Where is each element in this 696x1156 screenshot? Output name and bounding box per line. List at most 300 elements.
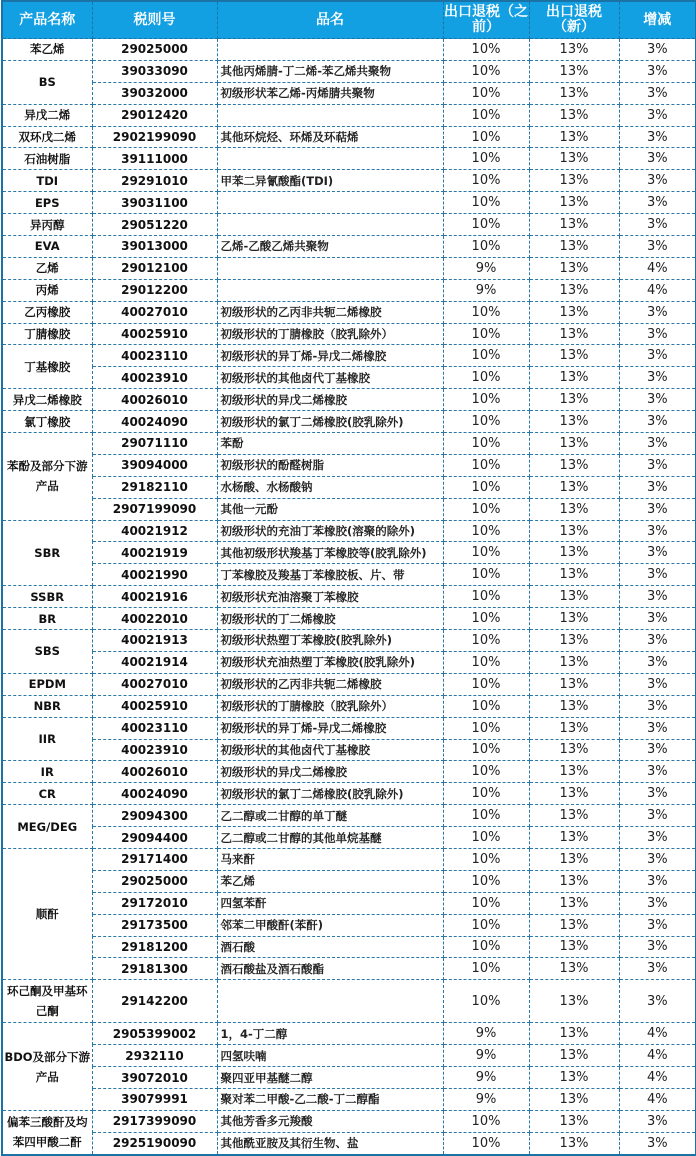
tariff-code-cell: 2902199090	[92, 126, 217, 148]
rebate-change-cell: 3%	[619, 651, 696, 673]
tariff-code-cell: 39094000	[92, 454, 217, 476]
rebate-change-cell: 3%	[619, 411, 696, 433]
tariff-code-cell: 29142200	[92, 980, 217, 1023]
rebate-before-cell: 10%	[443, 914, 529, 936]
product-name-cell: 乙烯	[2, 257, 92, 279]
tariff-code-cell: 40022010	[92, 608, 217, 630]
product-name-cell: SSBR	[2, 586, 92, 608]
item-name-cell	[217, 104, 443, 126]
product-name-cell: NBR	[2, 695, 92, 717]
table-row	[2, 542, 696, 564]
rebate-before-cell: 10%	[443, 827, 529, 849]
product-name-cell: EPS	[2, 192, 92, 214]
header-before: 出口退税（之前）	[443, 1, 529, 39]
rebate-before-cell: 10%	[443, 739, 529, 761]
rebate-before-cell: 10%	[443, 126, 529, 148]
rebate-before-cell: 10%	[443, 323, 529, 345]
rebate-before-cell: 10%	[443, 1110, 529, 1132]
rebate-after-cell: 13%	[529, 1023, 619, 1045]
tariff-code-cell: 40023910	[92, 367, 217, 389]
rebate-after-cell: 13%	[529, 389, 619, 411]
header-change: 增减	[619, 1, 696, 39]
item-name-cell: 初级形状的异戊二烯橡胶	[217, 389, 443, 411]
item-name-cell: 马来酐	[217, 848, 443, 870]
rebate-after-cell: 13%	[529, 695, 619, 717]
tariff-code-cell: 40023910	[92, 739, 217, 761]
item-name-cell: 初级形状的充油丁苯橡胶(溶聚的除外)	[217, 520, 443, 542]
rebate-change-cell: 3%	[619, 1110, 696, 1132]
rebate-before-cell: 10%	[443, 39, 529, 61]
item-name-cell	[217, 980, 443, 1023]
rebate-after-cell: 13%	[529, 783, 619, 805]
rebate-change-cell: 3%	[619, 958, 696, 980]
product-name-cell: 石油树脂	[2, 148, 92, 170]
rebate-after-cell: 13%	[529, 608, 619, 630]
tariff-code-cell: 40021916	[92, 586, 217, 608]
table-row	[2, 761, 696, 783]
tariff-code-cell: 39072010	[92, 1067, 217, 1089]
rebate-before-cell: 10%	[443, 104, 529, 126]
table-row	[2, 367, 696, 389]
tariff-code-cell: 40021990	[92, 564, 217, 586]
item-name-cell: 初级形状的异戊二烯橡胶	[217, 761, 443, 783]
rebate-change-cell: 3%	[619, 323, 696, 345]
rebate-change-cell: 4%	[619, 279, 696, 301]
item-name-cell: 苯乙烯	[217, 870, 443, 892]
tariff-code-cell: 2917399090	[92, 1110, 217, 1132]
tariff-code-cell: 40026010	[92, 761, 217, 783]
table-row	[2, 848, 696, 870]
rebate-change-cell: 3%	[619, 892, 696, 914]
tax-rebate-table	[1, 0, 696, 1156]
rebate-after-cell: 13%	[529, 520, 619, 542]
table-row	[2, 1067, 696, 1089]
rebate-after-cell: 13%	[529, 236, 619, 258]
rebate-after-cell: 13%	[529, 717, 619, 739]
rebate-after-cell: 13%	[529, 323, 619, 345]
item-name-cell: 其他芳香多元羧酸	[217, 1110, 443, 1132]
item-name-cell: 初级形状的酚醛树脂	[217, 454, 443, 476]
rebate-after-cell: 13%	[529, 630, 619, 652]
table-row	[2, 980, 696, 1023]
product-name-cell: EVA	[2, 236, 92, 258]
rebate-after-cell: 13%	[529, 739, 619, 761]
rebate-before-cell: 10%	[443, 454, 529, 476]
product-name-cell: 异丙醇	[2, 214, 92, 236]
rebate-change-cell: 3%	[619, 673, 696, 695]
product-name-cell: BS	[2, 60, 92, 104]
table-row	[2, 39, 696, 61]
item-name-cell: 初级形状的异丁烯-异戊二烯橡胶	[217, 717, 443, 739]
product-name-cell: 丁腈橡胶	[2, 323, 92, 345]
item-name-cell: 1，4-丁二醇	[217, 1023, 443, 1045]
rebate-change-cell: 3%	[619, 739, 696, 761]
item-name-cell: 其他环烷烃、环烯及环萜烯	[217, 126, 443, 148]
item-name-cell: 初级形状的其他卤代丁基橡胶	[217, 367, 443, 389]
rebate-before-cell: 10%	[443, 389, 529, 411]
rebate-after-cell: 13%	[529, 104, 619, 126]
rebate-after-cell: 13%	[529, 279, 619, 301]
table-row	[2, 301, 696, 323]
tariff-code-cell: 40027010	[92, 673, 217, 695]
product-name-cell: 乙丙橡胶	[2, 301, 92, 323]
rebate-change-cell: 3%	[619, 60, 696, 82]
tariff-code-cell: 40021913	[92, 630, 217, 652]
tariff-code-cell: 29094400	[92, 827, 217, 849]
rebate-before-cell: 10%	[443, 170, 529, 192]
rebate-change-cell: 3%	[619, 104, 696, 126]
product-name-cell: 苯酚及部分下游产品	[2, 433, 92, 521]
tariff-code-cell: 39031100	[92, 192, 217, 214]
rebate-before-cell: 9%	[443, 1045, 529, 1067]
tariff-code-cell: 29051220	[92, 214, 217, 236]
rebate-change-cell: 3%	[619, 82, 696, 104]
table-row	[2, 1088, 696, 1110]
rebate-after-cell: 13%	[529, 761, 619, 783]
table-row	[2, 1132, 696, 1154]
rebate-after-cell: 13%	[529, 848, 619, 870]
rebate-after-cell: 13%	[529, 958, 619, 980]
rebate-before-cell: 10%	[443, 564, 529, 586]
rebate-change-cell: 3%	[619, 192, 696, 214]
table-row	[2, 192, 696, 214]
table-row	[2, 279, 696, 301]
tariff-code-cell: 29025000	[92, 39, 217, 61]
item-name-cell: 初级形状的乙丙非共轭二烯橡胶	[217, 301, 443, 323]
rebate-before-cell: 10%	[443, 236, 529, 258]
rebate-change-cell: 3%	[619, 498, 696, 520]
rebate-before-cell: 10%	[443, 542, 529, 564]
rebate-after-cell: 13%	[529, 170, 619, 192]
rebate-after-cell: 13%	[529, 454, 619, 476]
rebate-change-cell: 4%	[619, 1088, 696, 1110]
rebate-before-cell: 10%	[443, 498, 529, 520]
rebate-before-cell: 10%	[443, 345, 529, 367]
item-name-cell: 丁苯橡胶及羧基丁苯橡胶板、片、带	[217, 564, 443, 586]
item-name-cell: 初级形状的异丁烯-异戊二烯橡胶	[217, 345, 443, 367]
tariff-code-cell: 40021912	[92, 520, 217, 542]
item-name-cell: 酒石酸	[217, 936, 443, 958]
item-name-cell	[217, 192, 443, 214]
tariff-code-cell: 29171400	[92, 848, 217, 870]
rebate-before-cell: 10%	[443, 673, 529, 695]
rebate-after-cell: 13%	[529, 257, 619, 279]
tariff-code-cell: 40023110	[92, 345, 217, 367]
rebate-change-cell: 3%	[619, 389, 696, 411]
rebate-before-cell: 10%	[443, 411, 529, 433]
rebate-before-cell: 10%	[443, 870, 529, 892]
item-name-cell: 初级形状热塑丁苯橡胶(胶乳除外)	[217, 630, 443, 652]
tariff-code-cell: 40027010	[92, 301, 217, 323]
rebate-change-cell: 3%	[619, 542, 696, 564]
rebate-after-cell: 13%	[529, 1132, 619, 1154]
item-name-cell: 初级形状充油热塑丁苯橡胶(胶乳除外)	[217, 651, 443, 673]
product-name-cell: 双环戊二烯	[2, 126, 92, 148]
rebate-before-cell: 9%	[443, 1023, 529, 1045]
rebate-change-cell: 3%	[619, 170, 696, 192]
table-row	[2, 1045, 696, 1067]
product-name-cell: BR	[2, 608, 92, 630]
rebate-change-cell: 4%	[619, 1023, 696, 1045]
rebate-change-cell: 3%	[619, 345, 696, 367]
item-name-cell: 其他初级形状羧基丁苯橡胶等(胶乳除外)	[217, 542, 443, 564]
item-name-cell: 初级形状的丁二烯橡胶	[217, 608, 443, 630]
item-name-cell: 乙二醇或二甘醇的单丁醚	[217, 805, 443, 827]
rebate-change-cell: 3%	[619, 980, 696, 1023]
rebate-change-cell: 3%	[619, 936, 696, 958]
rebate-change-cell: 3%	[619, 39, 696, 61]
rebate-change-cell: 4%	[619, 1067, 696, 1089]
table-row	[2, 257, 696, 279]
rebate-change-cell: 3%	[619, 608, 696, 630]
item-name-cell: 初级形状的乙丙非共轭二烯橡胶	[217, 673, 443, 695]
item-name-cell	[217, 214, 443, 236]
table-row	[2, 104, 696, 126]
rebate-before-cell: 10%	[443, 717, 529, 739]
table-row	[2, 1023, 696, 1045]
table-row	[2, 126, 696, 148]
tariff-code-cell: 29012420	[92, 104, 217, 126]
rebate-before-cell: 10%	[443, 214, 529, 236]
item-name-cell: 初级形状的丁腈橡胶（胶乳除外）	[217, 323, 443, 345]
table-row	[2, 608, 696, 630]
table-row	[2, 630, 696, 652]
tariff-code-cell: 29291010	[92, 170, 217, 192]
rebate-after-cell: 13%	[529, 892, 619, 914]
item-name-cell: 初级形状苯乙烯-丙烯腈共聚物	[217, 82, 443, 104]
table-row	[2, 148, 696, 170]
table-row	[2, 783, 696, 805]
tariff-code-cell: 2925190090	[92, 1132, 217, 1154]
rebate-before-cell: 10%	[443, 936, 529, 958]
rebate-before-cell: 10%	[443, 980, 529, 1023]
product-name-cell: SBR	[2, 520, 92, 586]
table-row	[2, 936, 696, 958]
product-name-cell: 异戊二烯	[2, 104, 92, 126]
rebate-change-cell: 3%	[619, 520, 696, 542]
rebate-after-cell: 13%	[529, 914, 619, 936]
header-product: 产品名称	[2, 1, 92, 39]
rebate-before-cell: 10%	[443, 301, 529, 323]
item-name-cell: 聚对苯二甲酸-乙二酸-丁二醇酯	[217, 1088, 443, 1110]
rebate-change-cell: 3%	[619, 783, 696, 805]
rebate-change-cell: 3%	[619, 805, 696, 827]
rebate-after-cell: 13%	[529, 1067, 619, 1089]
rebate-before-cell: 9%	[443, 1067, 529, 1089]
table-row	[2, 498, 696, 520]
table-row	[2, 827, 696, 849]
table-row	[2, 564, 696, 586]
table-row	[2, 870, 696, 892]
rebate-before-cell: 10%	[443, 608, 529, 630]
rebate-after-cell: 13%	[529, 498, 619, 520]
rebate-change-cell: 4%	[619, 1045, 696, 1067]
rebate-after-cell: 13%	[529, 476, 619, 498]
header-code: 税则号	[92, 1, 217, 39]
rebate-change-cell: 3%	[619, 848, 696, 870]
table-row	[2, 958, 696, 980]
item-name-cell: 甲苯二异氰酸酯(TDI)	[217, 170, 443, 192]
rebate-change-cell: 3%	[619, 717, 696, 739]
rebate-change-cell: 3%	[619, 236, 696, 258]
item-name-cell: 初级形状充油溶聚丁苯橡胶	[217, 586, 443, 608]
rebate-before-cell: 10%	[443, 586, 529, 608]
rebate-after-cell: 13%	[529, 870, 619, 892]
table-row	[2, 214, 696, 236]
rebate-after-cell: 13%	[529, 301, 619, 323]
item-name-cell: 四氢苯酐	[217, 892, 443, 914]
tariff-code-cell: 29012200	[92, 279, 217, 301]
table-row	[2, 892, 696, 914]
rebate-change-cell: 3%	[619, 827, 696, 849]
rebate-before-cell: 10%	[443, 433, 529, 455]
rebate-before-cell: 10%	[443, 761, 529, 783]
rebate-after-cell: 13%	[529, 39, 619, 61]
tariff-code-cell: 39111000	[92, 148, 217, 170]
item-name-cell: 初级形状的氯丁二烯橡胶(胶乳除外)	[217, 411, 443, 433]
tariff-code-cell: 29173500	[92, 914, 217, 936]
product-name-cell: CR	[2, 783, 92, 805]
table-row	[2, 695, 696, 717]
item-name-cell	[217, 39, 443, 61]
rebate-before-cell: 10%	[443, 892, 529, 914]
rebate-before-cell: 10%	[443, 651, 529, 673]
table-row	[2, 520, 696, 542]
rebate-after-cell: 13%	[529, 564, 619, 586]
tariff-code-cell: 2932110	[92, 1045, 217, 1067]
product-name-cell: IR	[2, 761, 92, 783]
item-name-cell: 初级形状的氯丁二烯橡胶(胶乳除外)	[217, 783, 443, 805]
table-row	[2, 389, 696, 411]
tariff-code-cell: 29182110	[92, 476, 217, 498]
tariff-code-cell: 39079991	[92, 1088, 217, 1110]
product-name-cell: 丁基橡胶	[2, 345, 92, 389]
item-name-cell: 酒石酸盐及酒石酸酯	[217, 958, 443, 980]
tariff-code-cell: 2905399002	[92, 1023, 217, 1045]
product-name-cell: 偏苯三酸酐及均苯四甲酸二酐	[2, 1110, 92, 1154]
rebate-change-cell: 3%	[619, 564, 696, 586]
rebate-before-cell: 9%	[443, 257, 529, 279]
tariff-code-cell: 29181300	[92, 958, 217, 980]
table-row	[2, 805, 696, 827]
product-name-cell: SBS	[2, 630, 92, 674]
rebate-after-cell: 13%	[529, 936, 619, 958]
product-name-cell: EPDM	[2, 673, 92, 695]
rebate-after-cell: 13%	[529, 192, 619, 214]
product-name-cell: BDO及部分下游产品	[2, 1023, 92, 1111]
tariff-code-cell: 40021914	[92, 651, 217, 673]
tariff-code-cell: 39032000	[92, 82, 217, 104]
rebate-after-cell: 13%	[529, 82, 619, 104]
tariff-code-cell: 2907199090	[92, 498, 217, 520]
rebate-before-cell: 10%	[443, 1132, 529, 1154]
table-row	[2, 586, 696, 608]
rebate-before-cell: 10%	[443, 783, 529, 805]
rebate-before-cell: 10%	[443, 520, 529, 542]
rebate-change-cell: 3%	[619, 148, 696, 170]
table-row	[2, 236, 696, 258]
rebate-change-cell: 3%	[619, 1132, 696, 1154]
rebate-before-cell: 10%	[443, 630, 529, 652]
rebate-after-cell: 13%	[529, 433, 619, 455]
table-row	[2, 345, 696, 367]
rebate-change-cell: 4%	[619, 257, 696, 279]
product-name-cell: 异戊二烯橡胶	[2, 389, 92, 411]
item-name-cell: 初级形状的丁腈橡胶（胶乳除外）	[217, 695, 443, 717]
rebate-before-cell: 10%	[443, 695, 529, 717]
rebate-change-cell: 3%	[619, 761, 696, 783]
table-row	[2, 476, 696, 498]
rebate-after-cell: 13%	[529, 126, 619, 148]
rebate-after-cell: 13%	[529, 651, 619, 673]
tariff-code-cell: 40025910	[92, 695, 217, 717]
rebate-after-cell: 13%	[529, 1045, 619, 1067]
rebate-before-cell: 10%	[443, 82, 529, 104]
tariff-code-cell: 40026010	[92, 389, 217, 411]
item-name-cell: 苯酚	[217, 433, 443, 455]
table-row	[2, 323, 696, 345]
rebate-change-cell: 3%	[619, 870, 696, 892]
table-body	[2, 39, 696, 1155]
rebate-before-cell: 10%	[443, 958, 529, 980]
rebate-after-cell: 13%	[529, 345, 619, 367]
rebate-before-cell: 9%	[443, 1088, 529, 1110]
table-row	[2, 170, 696, 192]
table-row	[2, 433, 696, 455]
tariff-code-cell: 40024090	[92, 783, 217, 805]
rebate-change-cell: 3%	[619, 454, 696, 476]
table-row	[2, 673, 696, 695]
item-name-cell: 水杨酸、水杨酸钠	[217, 476, 443, 498]
product-name-cell: MEG/DEG	[2, 805, 92, 849]
rebate-after-cell: 13%	[529, 805, 619, 827]
item-name-cell: 其他酰亚胺及其衍生物、盐	[217, 1132, 443, 1154]
rebate-change-cell: 3%	[619, 476, 696, 498]
table-row	[2, 60, 696, 82]
tariff-code-cell: 40024090	[92, 411, 217, 433]
tariff-code-cell: 39033090	[92, 60, 217, 82]
item-name-cell: 乙烯-乙酸乙烯共聚物	[217, 236, 443, 258]
rebate-after-cell: 13%	[529, 673, 619, 695]
product-name-cell: 丙烯	[2, 279, 92, 301]
product-name-cell: IIR	[2, 717, 92, 761]
product-name-cell: TDI	[2, 170, 92, 192]
item-name-cell: 初级形状的其他卤代丁基橡胶	[217, 739, 443, 761]
item-name-cell: 邻苯二甲酸酐(苯酐)	[217, 914, 443, 936]
table-row	[2, 454, 696, 476]
tariff-code-cell: 29071110	[92, 433, 217, 455]
item-name-cell: 四氢呋喃	[217, 1045, 443, 1067]
header-after: 出口退税（新）	[529, 1, 619, 39]
item-name-cell: 聚四亚甲基醚二醇	[217, 1067, 443, 1089]
rebate-change-cell: 3%	[619, 126, 696, 148]
tariff-code-cell: 29172010	[92, 892, 217, 914]
rebate-before-cell: 10%	[443, 476, 529, 498]
rebate-after-cell: 13%	[529, 980, 619, 1023]
table-row	[2, 739, 696, 761]
rebate-before-cell: 10%	[443, 805, 529, 827]
tariff-code-cell: 29181200	[92, 936, 217, 958]
item-name-cell	[217, 257, 443, 279]
rebate-after-cell: 13%	[529, 1110, 619, 1132]
rebate-after-cell: 13%	[529, 586, 619, 608]
header-row	[2, 1, 696, 39]
table-row	[2, 717, 696, 739]
tariff-code-cell: 40025910	[92, 323, 217, 345]
tariff-code-cell: 29012100	[92, 257, 217, 279]
rebate-change-cell: 3%	[619, 630, 696, 652]
item-name-cell	[217, 148, 443, 170]
